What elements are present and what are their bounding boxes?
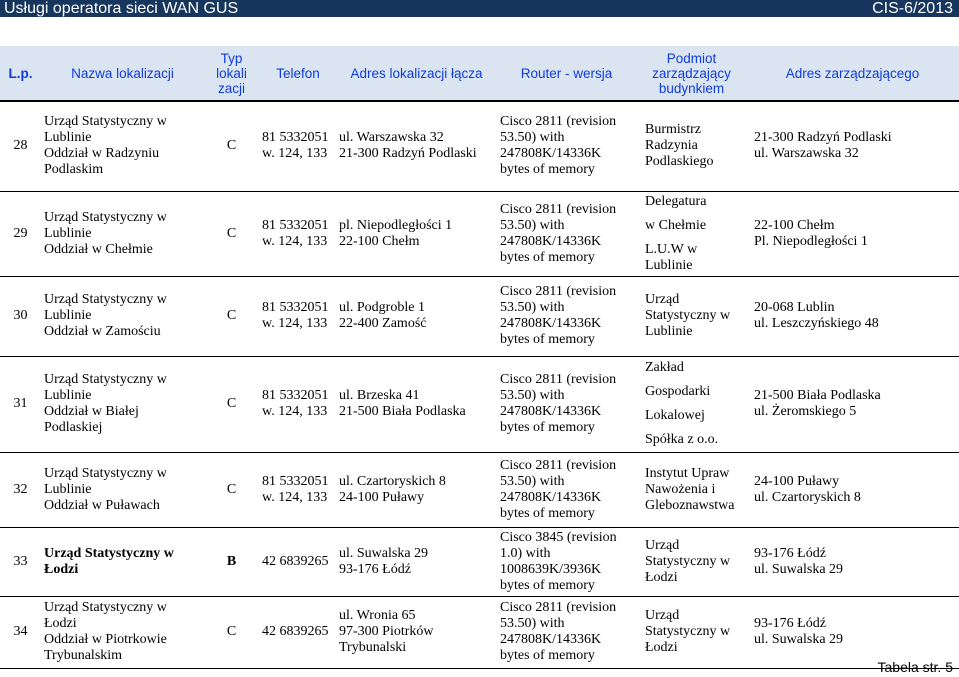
cell-name-line: Trybunalskim (44, 648, 123, 663)
table-row (0, 452, 959, 527)
cell-router (496, 356, 637, 452)
cell-entity-line: Łodzi (645, 640, 678, 655)
cell-lp: 32 (0, 452, 41, 527)
cell-name (41, 596, 204, 668)
cell-entity-address-line: 93-176 Łódź (754, 545, 826, 561)
cell-router-line: bytes of memory (500, 577, 595, 593)
cell-entity (637, 452, 746, 527)
header-entity: Podmiot zarządzający budynkiem (637, 46, 746, 101)
cell-address-line: 97-300 Piotrków (339, 624, 434, 639)
cell-name-line: Urząd Statystyczny w (44, 114, 167, 130)
cell-entity-address (746, 527, 959, 596)
cell-type: C (204, 356, 259, 452)
cell-entity-address-line: ul. Warszawska 32 (754, 146, 859, 162)
cell-entity-address-line: ul. Leszczyńskiego 48 (754, 316, 879, 331)
cell-type: C (204, 452, 259, 527)
cell-address (337, 191, 496, 276)
cell-name (41, 356, 204, 452)
cell-entity-address-line: ul. Żeromskiego 5 (754, 404, 857, 419)
document-id: CIS-6/2013 (872, 0, 953, 17)
cell-address-line: ul. Podgroble 1 (339, 300, 425, 315)
cell-phone-line: 81 5332051 (262, 130, 329, 146)
cell-phone-line: 42 6839265 (262, 624, 329, 639)
cell-name-line: Urząd Statystyczny w (44, 465, 167, 481)
cell-router-line: bytes of memory (500, 332, 595, 347)
header-bar (0, 0, 959, 17)
cell-entity-line: L.U.W w Lublinie (645, 241, 698, 273)
cell-phone-line: w. 124, 133 (262, 233, 328, 249)
cell-router (496, 191, 637, 276)
cell-address (337, 452, 496, 527)
cell-entity-line: Delegatura (645, 193, 707, 209)
cell-router (496, 527, 637, 596)
cell-entity-line: Urząd (645, 537, 680, 553)
page-footer: Tabela str. 5 (877, 659, 953, 675)
cell-router-line: 53.50) with (500, 616, 565, 631)
cell-router (496, 596, 637, 668)
cell-router-line: Cisco 2811 (revision (500, 114, 617, 130)
cell-router-line: 247808K/14336K (500, 316, 602, 331)
cell-router-line: bytes of memory (500, 505, 595, 521)
cell-phone-line: 81 5332051 (262, 217, 329, 233)
cell-name-line: Lublinie (44, 481, 92, 497)
cell-entity-address-line: 21-500 Biała Podlaska (754, 388, 881, 403)
cell-address-line: ul. Wronia 65 (339, 608, 416, 623)
cell-phone-line: w. 124, 133 (262, 316, 328, 331)
cell-phone (259, 596, 337, 668)
header-type: Typ lokali zacji (204, 46, 259, 101)
cell-entity-line: Gospodarki (645, 384, 711, 399)
cell-router-line: Cisco 3845 (revision (500, 529, 617, 545)
cell-router-line: 1008639K/3936K (500, 561, 602, 577)
cell-entity-line: Statystyczny w (645, 308, 731, 323)
cell-phone (259, 101, 337, 191)
cell-entity-line: Urząd (645, 292, 680, 307)
cell-address-line: ul. Warszawska 32 (339, 130, 444, 146)
cell-address (337, 596, 496, 668)
cell-name-line: Podlaskim (44, 162, 104, 178)
cell-address-line: 93-176 Łódź (339, 561, 411, 577)
table-row (0, 596, 959, 668)
cell-phone (259, 276, 337, 356)
cell-name-line: Oddział w Piotrkowie (44, 632, 167, 647)
cell-phone (259, 452, 337, 527)
cell-entity-address (746, 276, 959, 356)
cell-address (337, 356, 496, 452)
cell-entity-address-line: 20-068 Lublin (754, 300, 835, 315)
cell-entity-address (746, 596, 959, 668)
cell-entity (637, 356, 746, 452)
cell-entity-line: Burmistrz (645, 122, 701, 138)
cell-address-line: Trybunalski (339, 640, 407, 655)
cell-entity-line: Łodzi (645, 569, 678, 585)
cell-name-line: Lublinie (44, 225, 92, 241)
cell-type: C (204, 596, 259, 668)
cell-name-line: Łodzi (44, 616, 77, 631)
cell-router-line: 53.50) with (500, 130, 565, 146)
cell-router-line: 247808K/14336K (500, 146, 602, 162)
header-lp: L.p. (0, 46, 41, 101)
table-header-row (0, 46, 959, 101)
cell-entity-line: Zakład (645, 360, 684, 375)
locations-table (0, 46, 959, 669)
cell-lp: 29 (0, 191, 41, 276)
cell-router-line: bytes of memory (500, 162, 595, 178)
cell-entity-address (746, 191, 959, 276)
cell-phone-line: w. 124, 133 (262, 404, 328, 419)
cell-router-line: 247808K/14336K (500, 489, 602, 505)
cell-type: B (204, 527, 259, 596)
cell-entity-line: Instytut Upraw (645, 465, 730, 481)
cell-entity-address (746, 452, 959, 527)
cell-name-line: Oddział w Białej (44, 404, 139, 419)
cell-type: C (204, 276, 259, 356)
cell-router-line: Cisco 2811 (revision (500, 284, 617, 299)
cell-entity-address-line: 21-300 Radzyń Podlaski (754, 130, 892, 146)
cell-entity-line: w Chełmie (645, 217, 707, 233)
cell-entity (637, 101, 746, 191)
cell-router (496, 452, 637, 527)
header-router: Router - wersja (496, 46, 637, 101)
cell-type: C (204, 191, 259, 276)
cell-entity (637, 527, 746, 596)
cell-address-line: 21-300 Radzyń Podlaski (339, 146, 477, 162)
header-address: Adres lokalizacji łącza (337, 46, 496, 101)
cell-name-line: Podlaskiej (44, 420, 103, 435)
cell-router-line: Cisco 2811 (revision (500, 372, 617, 387)
cell-name-line: Oddział w Radzyniu (44, 146, 160, 162)
cell-entity-address-line: 22-100 Chełm (754, 217, 835, 233)
table-row (0, 276, 959, 356)
cell-name-line: Oddział w Zamościu (44, 324, 161, 339)
cell-address-line: 22-400 Zamość (339, 316, 427, 331)
cell-name-line: Urząd Statystyczny w (44, 545, 174, 561)
cell-entity-address-line: ul. Suwalska 29 (754, 632, 844, 647)
cell-lp: 34 (0, 596, 41, 668)
cell-entity-address-line: ul. Suwalska 29 (754, 561, 844, 577)
table-body (0, 101, 959, 668)
cell-lp: 31 (0, 356, 41, 452)
cell-type: C (204, 101, 259, 191)
cell-entity (637, 191, 746, 276)
cell-address (337, 527, 496, 596)
cell-entity-address-line: 24-100 Puławy (754, 473, 840, 489)
cell-router (496, 101, 637, 191)
cell-name-line: Lublinie (44, 130, 92, 146)
cell-entity-line: Radzynia (645, 138, 698, 154)
cell-name (41, 276, 204, 356)
cell-entity (637, 276, 746, 356)
cell-lp: 28 (0, 101, 41, 191)
cell-router-line: Cisco 2811 (revision (500, 457, 617, 473)
cell-entity-line: Statystyczny w (645, 624, 731, 639)
header-entity-address: Adres zarządzającego (746, 46, 959, 101)
cell-router-line: 247808K/14336K (500, 404, 602, 419)
cell-entity-line: Spółka z o.o. (645, 432, 719, 447)
cell-name (41, 527, 204, 596)
cell-address-line: 22-100 Chełm (339, 233, 420, 249)
cell-phone-line: w. 124, 133 (262, 146, 328, 162)
cell-name-line: Oddział w Puławach (44, 497, 160, 513)
cell-entity-address-line: Pl. Niepodległości 1 (754, 233, 868, 249)
cell-entity-line: Podlaskiego (645, 154, 714, 170)
cell-entity-line: Lokalowej (645, 408, 705, 423)
cell-address-line: ul. Czartoryskich 8 (339, 473, 446, 489)
cell-phone (259, 527, 337, 596)
cell-entity-address-line: ul. Czartoryskich 8 (754, 489, 861, 505)
cell-name (41, 452, 204, 527)
cell-name-line: Urząd Statystyczny w (44, 209, 167, 225)
table-row (0, 527, 959, 596)
header-name: Nazwa lokalizacji (41, 46, 204, 101)
cell-phone (259, 356, 337, 452)
cell-router-line: 53.50) with (500, 217, 565, 233)
cell-address-line: 24-100 Puławy (339, 489, 425, 505)
table-row (0, 356, 959, 452)
cell-lp: 30 (0, 276, 41, 356)
cell-name (41, 191, 204, 276)
cell-entity-line: Lublinie (645, 324, 693, 339)
cell-router-line: 1.0) with (500, 545, 551, 561)
cell-name (41, 101, 204, 191)
cell-name-line: Lublinie (44, 308, 92, 323)
cell-name-line: Urząd Statystyczny w (44, 600, 167, 615)
cell-phone-line: 42 6839265 (262, 553, 329, 569)
cell-entity-address (746, 356, 959, 452)
cell-phone-line: 81 5332051 (262, 388, 329, 403)
cell-router-line: 247808K/14336K (500, 233, 602, 249)
cell-address-line: ul. Suwalska 29 (339, 545, 429, 561)
cell-address-line: pl. Niepodległości 1 (339, 217, 453, 233)
cell-name-line: Łodzi (44, 561, 79, 577)
cell-name-line: Urząd Statystyczny w (44, 372, 167, 387)
cell-entity (637, 596, 746, 668)
cell-router-line: Cisco 2811 (revision (500, 600, 617, 615)
header-phone: Telefon (259, 46, 337, 101)
cell-router-line: 53.50) with (500, 300, 565, 315)
cell-entity-address (746, 101, 959, 191)
cell-phone (259, 191, 337, 276)
cell-address-line: ul. Brzeska 41 (339, 388, 420, 403)
cell-phone-line: w. 124, 133 (262, 489, 328, 505)
cell-name-line: Oddział w Chełmie (44, 241, 153, 257)
cell-entity-line: Gleboznawstwa (645, 497, 735, 513)
cell-router-line: Cisco 2811 (revision (500, 201, 617, 217)
cell-router (496, 276, 637, 356)
cell-address (337, 101, 496, 191)
document-title: Usługi operatora sieci WAN GUS (4, 0, 239, 17)
cell-router-line: bytes of memory (500, 420, 595, 435)
cell-router-line: 53.50) with (500, 388, 565, 403)
table-row (0, 101, 959, 191)
cell-router-line: bytes of memory (500, 648, 595, 663)
cell-phone-line: 81 5332051 (262, 300, 329, 315)
cell-lp: 33 (0, 527, 41, 596)
cell-router-line: bytes of memory (500, 249, 595, 265)
cell-router-line: 53.50) with (500, 473, 565, 489)
cell-name-line: Urząd Statystyczny w (44, 292, 167, 307)
cell-entity-line: Nawożenia i (645, 481, 716, 497)
cell-name-line: Lublinie (44, 388, 92, 403)
table-row (0, 191, 959, 276)
cell-phone-line: 81 5332051 (262, 473, 329, 489)
cell-entity-line: Urząd (645, 608, 680, 623)
cell-router-line: 247808K/14336K (500, 632, 602, 647)
cell-entity-address-line: 93-176 Łódź (754, 616, 826, 631)
cell-entity-line: Statystyczny w (645, 553, 731, 569)
cell-address-line: 21-500 Biała Podlaska (339, 404, 466, 419)
cell-address (337, 276, 496, 356)
